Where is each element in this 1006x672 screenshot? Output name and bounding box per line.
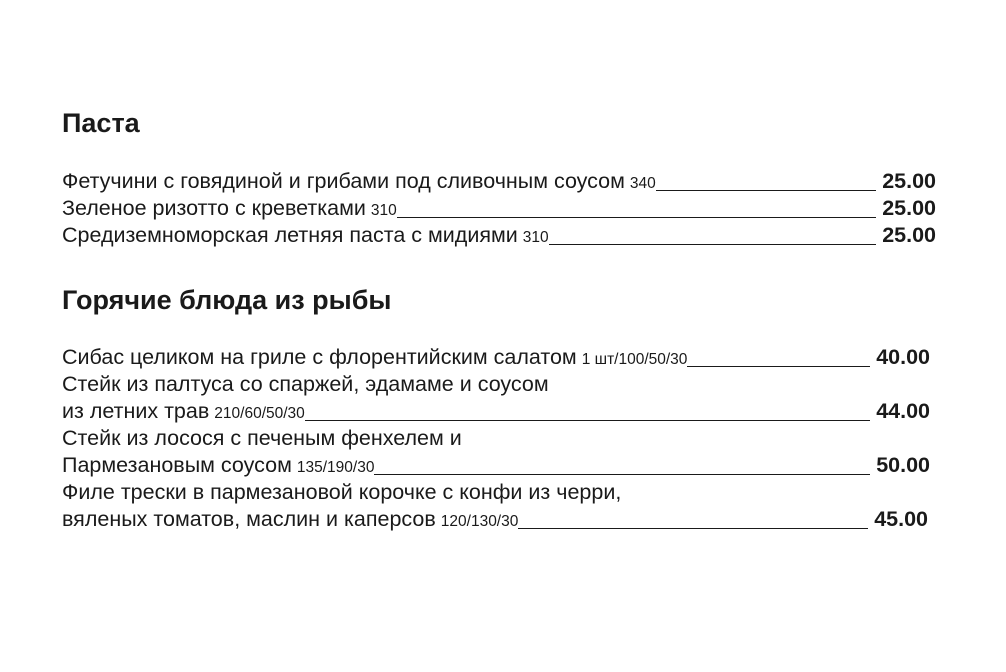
item-weight: 135/190/30 <box>296 459 375 476</box>
item-weight: 310 <box>522 229 549 246</box>
item-price: 50.00 <box>876 453 930 477</box>
item-price: 25.00 <box>882 223 936 247</box>
item-weight: 340 <box>629 175 656 192</box>
menu-item <box>62 168 936 195</box>
leader-line <box>397 217 876 218</box>
item-name-first-line <box>62 425 930 452</box>
menu-item <box>62 452 930 479</box>
leader-line <box>687 366 870 367</box>
leader-line <box>656 190 876 191</box>
leader-line <box>549 244 877 245</box>
item-name: вяленых томатов, маслин и каперсов <box>62 507 436 531</box>
item-name: Сибас целиком на гриле с флорентийским салатом <box>62 345 577 369</box>
item-name: Зеленое ризотто с креветками <box>62 196 366 220</box>
item-price: 40.00 <box>876 345 930 369</box>
item-name: Пармезановым соусом <box>62 453 292 477</box>
item-price: 25.00 <box>882 196 936 220</box>
item-name-first-line <box>62 371 930 398</box>
item-name: Средиземноморская летняя паста с мидиями <box>62 223 518 247</box>
menu-item <box>62 506 928 533</box>
leader-line <box>305 420 870 421</box>
item-price: 25.00 <box>882 169 936 193</box>
item-weight: 1 шт/100/50/30 <box>581 351 688 368</box>
item-price: 45.00 <box>874 507 928 531</box>
item-name-first-line <box>62 479 930 506</box>
item-name: Филе трески в пармезановой корочке с конфи из черри, <box>62 480 622 504</box>
section-title-fish: Горячие блюда из рыбы <box>62 285 392 315</box>
item-price: 44.00 <box>876 399 930 423</box>
item-name: Стейк из лосося с печеным фенхелем и <box>62 426 462 450</box>
item-weight: 120/130/30 <box>440 513 519 530</box>
menu-item <box>62 344 930 371</box>
menu-item <box>62 195 936 222</box>
leader-line <box>518 528 868 529</box>
menu-item <box>62 398 930 425</box>
section-title-pasta: Паста <box>62 108 140 138</box>
menu-item <box>62 222 936 249</box>
item-name: Фетучини с говядиной и грибами под сливочным соусом <box>62 169 625 193</box>
item-weight: 310 <box>370 202 397 219</box>
item-weight: 210/60/50/30 <box>214 405 305 422</box>
item-name: Стейк из палтуса со спаржей, эдамаме и соусом <box>62 372 549 396</box>
item-name: из летних трав <box>62 399 210 423</box>
leader-line <box>374 474 870 475</box>
